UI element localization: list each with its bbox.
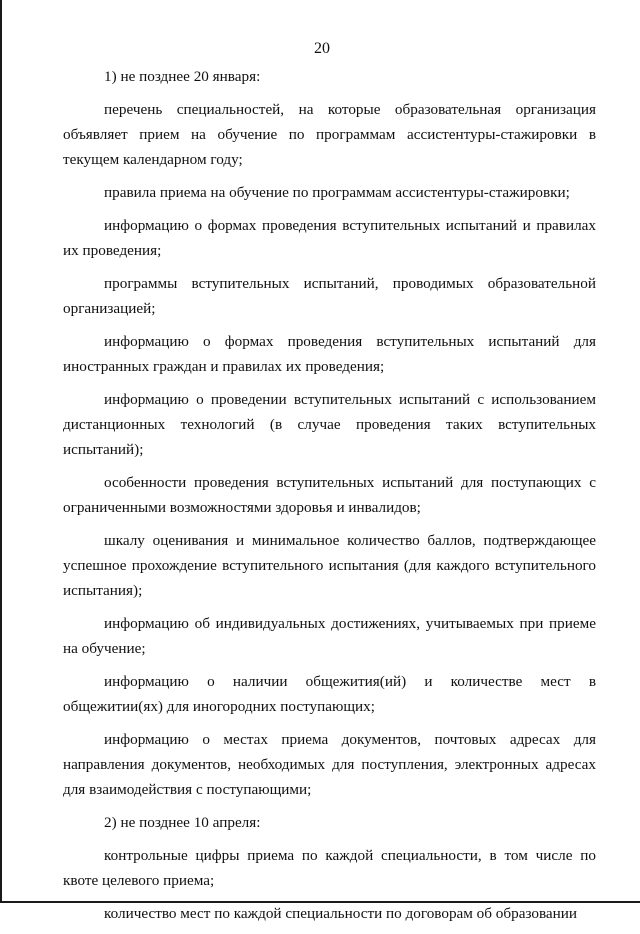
paragraph-document-submission: информацию о местах приема документов, почтовых адресах для направления документов, необходимых для поступления, электронных адресах для взаимодействия с поступающими; xyxy=(63,731,596,798)
paragraph-deadline-january: 1) не позднее 20 января: xyxy=(104,68,261,85)
paragraph-disabled-applicants: особенности проведения вступительных испытаний для поступающих с ограниченными возможностями здоровья и инвалидов; xyxy=(63,474,596,516)
paragraph-foreign-exam-forms: информацию о формах проведения вступительных испытаний для иностранных граждан и правилах их проведения; xyxy=(63,333,596,375)
paragraph-deadline-april: 2) не позднее 10 апреля: xyxy=(104,814,261,831)
paragraph-grading-scale: шкалу оценивания и минимальное количество баллов, подтверждающее успешное прохождение вступительного испытания (для каждого вступительного испытания); xyxy=(63,532,596,599)
paragraph-specialties-list: перечень специальностей, на которые образовательная организация объявляет прием на обучение по программам ассистентуры-стажировки в текущем календарном году; xyxy=(63,101,596,168)
paragraph-paid-places: количество мест по каждой специальности по договорам об образовании xyxy=(104,905,578,922)
paragraph-admission-rules: правила приема на обучение по программам ассистентуры-стажировки; xyxy=(104,184,570,201)
paragraph-exam-programs: программы вступительных испытаний, проводимых образовательной организацией; xyxy=(63,275,596,317)
page-number: 20 xyxy=(314,40,330,57)
document-body xyxy=(63,64,596,934)
paragraph-individual-achievements: информацию об индивидуальных достижениях, учитываемых при приеме на обучение; xyxy=(63,615,596,657)
paragraph-exam-forms: информацию о формах проведения вступительных испытаний и правилах их проведения; xyxy=(63,217,596,259)
paragraph-remote-exams: информацию о проведении вступительных испытаний с использованием дистанционных технологий (в случае проведения таких вступительных испытаний); xyxy=(63,391,596,458)
paragraph-admission-quotas: контрольные цифры приема по каждой специальности, в том числе по квоте целевого приема; xyxy=(63,847,596,889)
paragraph-dormitory: информацию о наличии общежития(ий) и количестве мест в общежитии(ях) для иногородних поступающих; xyxy=(63,673,596,715)
